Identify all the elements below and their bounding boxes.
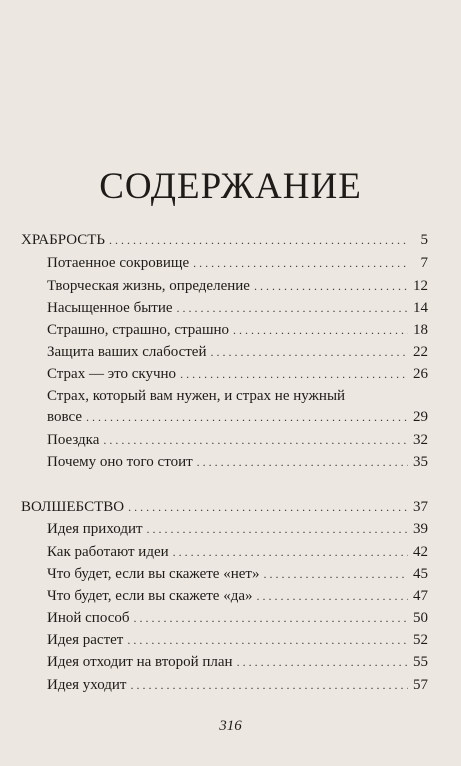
toc-entry-label: Страх — это скучно <box>47 366 177 382</box>
dot-leader <box>134 608 409 628</box>
toc-page-number: 22 <box>413 344 428 360</box>
toc-page-number: 39 <box>413 521 428 537</box>
dot-leader <box>193 253 408 273</box>
page-title: СОДЕРЖАНИЕ <box>99 165 362 207</box>
toc-entry-label: Поездка <box>47 432 100 448</box>
toc-entry <box>47 253 428 273</box>
dot-leader <box>180 364 408 384</box>
table-of-contents <box>21 0 428 766</box>
toc-entry-label: Что будет, если вы скажете «да» <box>47 588 253 604</box>
dot-leader <box>109 230 408 250</box>
toc-entry-label: Потаенное сокровище <box>47 255 190 271</box>
toc-page-number: 47 <box>413 588 428 604</box>
dot-leader <box>86 407 408 427</box>
toc-entry-label: Иной способ <box>47 610 130 626</box>
toc-entry-label: Как работают идеи <box>47 544 169 560</box>
dot-leader <box>210 342 408 362</box>
toc-page-number: 35 <box>413 454 428 470</box>
toc-entry <box>47 342 428 362</box>
toc-entry-label: ХРАБРОСТЬ <box>21 232 106 248</box>
toc-entry-label: вовсе <box>47 409 82 425</box>
dot-leader <box>173 542 408 562</box>
dot-leader <box>197 452 408 472</box>
toc-entry-label: Страшно, страшно, страшно <box>47 322 230 338</box>
toc-page-number: 42 <box>413 544 428 560</box>
dot-leader <box>237 652 408 672</box>
toc-entry <box>47 630 428 650</box>
toc-page-number: 57 <box>413 677 428 693</box>
dot-leader <box>103 430 408 450</box>
toc-entry-label: Идея приходит <box>47 521 143 537</box>
toc-entry <box>47 320 428 340</box>
toc-entry-label: Что будет, если вы скажете «нет» <box>47 566 260 582</box>
toc-page-number: 55 <box>413 654 428 670</box>
toc-entry <box>47 364 428 384</box>
toc-page-number: 18 <box>413 322 428 338</box>
toc-page-number: 5 <box>420 232 428 248</box>
toc-page-number: 29 <box>413 409 428 425</box>
toc-page-number: 12 <box>413 278 428 294</box>
dot-leader <box>233 320 408 340</box>
page-folio-number: 316 <box>219 718 242 734</box>
toc-entry <box>47 519 428 539</box>
dot-leader <box>127 630 408 650</box>
toc-page-number: 45 <box>413 566 428 582</box>
toc-entry <box>47 276 428 296</box>
toc-entry-label-line1: Страх, который вам нужен, и страх не нужный <box>47 388 346 404</box>
toc-section-heading <box>21 230 428 250</box>
toc-page-number: 52 <box>413 632 428 648</box>
toc-entry <box>47 608 428 628</box>
toc-entry-label: Идея растет <box>47 632 124 648</box>
toc-page-number: 32 <box>413 432 428 448</box>
toc-entry <box>47 430 428 450</box>
toc-entry-label: Творческая жизнь, определение <box>47 278 250 294</box>
dot-leader <box>257 586 408 606</box>
toc-entry-label: Идея уходит <box>47 677 127 693</box>
toc-page-number: 37 <box>413 499 428 515</box>
toc-entry-label: ВОЛШЕБСТВО <box>21 499 125 515</box>
toc-section-heading <box>21 497 428 517</box>
toc-page-number: 7 <box>420 255 428 271</box>
toc-entry <box>47 652 428 672</box>
dot-leader <box>147 519 408 539</box>
dot-leader <box>128 497 408 517</box>
toc-page-number: 50 <box>413 610 428 626</box>
toc-entry-label: Идея отходит на второй план <box>47 654 233 670</box>
toc-entry-label: Почему оно того стоит <box>47 454 193 470</box>
toc-entry <box>47 564 428 584</box>
dot-leader <box>177 298 408 318</box>
toc-entry <box>47 586 428 606</box>
toc-page-number: 26 <box>413 366 428 382</box>
toc-entry <box>47 542 428 562</box>
toc-entry-label: Насыщенное бытие <box>47 300 173 316</box>
toc-entry-label: Защита ваших слабостей <box>47 344 207 360</box>
toc-entry <box>47 407 428 427</box>
toc-page-number: 14 <box>413 300 428 316</box>
dot-leader <box>254 276 408 296</box>
toc-entry <box>47 452 428 472</box>
toc-entry <box>47 675 428 695</box>
toc-entry <box>47 298 428 318</box>
dot-leader <box>263 564 408 584</box>
dot-leader <box>130 675 408 695</box>
